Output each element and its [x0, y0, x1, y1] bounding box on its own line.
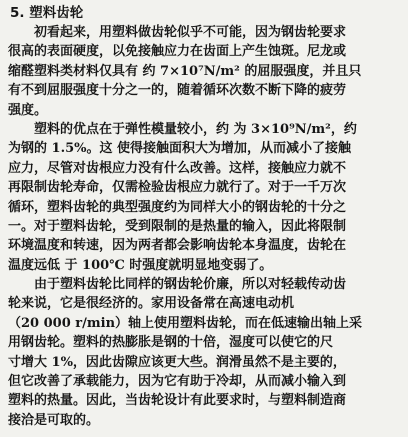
paragraph-1 [8, 23, 402, 120]
text-line: 塑料的热量。因此，当齿轮设计有此要求时，与塑料制造商 [8, 393, 347, 409]
text-line: （20 000 r/min）轴上使用塑料齿轮，而在低速输出轴上采 [8, 315, 363, 331]
text-line: 塑料的优点在于弹性模量较小，约 为 3×10⁹N/m²，约 [34, 121, 357, 137]
paragraph-2 [8, 120, 402, 275]
text-line: 应力，尽管对齿根应力没有什么改善。这样，接触应力就不 [8, 160, 347, 176]
text-line: 初看起来，用塑料做齿轮似乎不可能，因为钢齿轮要求 [34, 25, 347, 40]
text-line: 轮来说，它是很经济的。家用设备常在高速电动机 [8, 296, 295, 312]
text-line: 用钢齿轮。塑料的热膨胀是钢的十倍，湿度可以使它的尺 [8, 335, 334, 351]
text-line: 为钢的 1.5%。这 使得接触面积大为增加，从而减小了接触 [8, 141, 352, 157]
text-line: 温度远低 于 100℃ 时强度就明显地变弱了。 [8, 257, 273, 273]
text-line: 强度。 [8, 102, 48, 118]
paragraph-3 [8, 275, 402, 430]
text-line: 寸增大 1%，因此齿隙应该更大些。润滑虽然不是主要的， [8, 354, 346, 370]
text-line: 再限制齿轮寿命，仅需检验齿根应力就行了。对于一千万次 [8, 180, 347, 196]
text-line: 但它改善了承载能力，因为它有助于冷却，从而减小输入到 [8, 374, 347, 390]
text-line: 由于塑料齿轮比同样的钢齿轮价廉，所以对轻载传动齿 [34, 277, 347, 293]
text-line: 很高的表面硬度，以免接触应力在齿面上产生蚀斑。尼龙或 [8, 44, 347, 60]
section-heading [10, 4, 402, 22]
text-line: 一。对于塑料齿轮，受到限制的是热量的输入，因此将限制 [8, 218, 347, 234]
text-line: 缩醛塑料类材料仅具有 约 7×10⁷N/m² 的屈服强度，并且只 [8, 63, 362, 79]
text-line: 有不到屈服强度十分之一的，随着循环次数不断下降的疲劳 [8, 83, 347, 99]
section-number: 5. [10, 5, 25, 21]
section-title: 塑料齿轮 [29, 5, 84, 21]
text-line: 循环，塑料齿轮的典型强度约为同样大小的钢齿轮的十分之 [8, 199, 347, 215]
text-line: 接洽是可取的。 [8, 412, 100, 428]
text-line: 环境温度和转速，因为两者都会影响齿轮本身温度，齿轮在 [8, 238, 347, 254]
